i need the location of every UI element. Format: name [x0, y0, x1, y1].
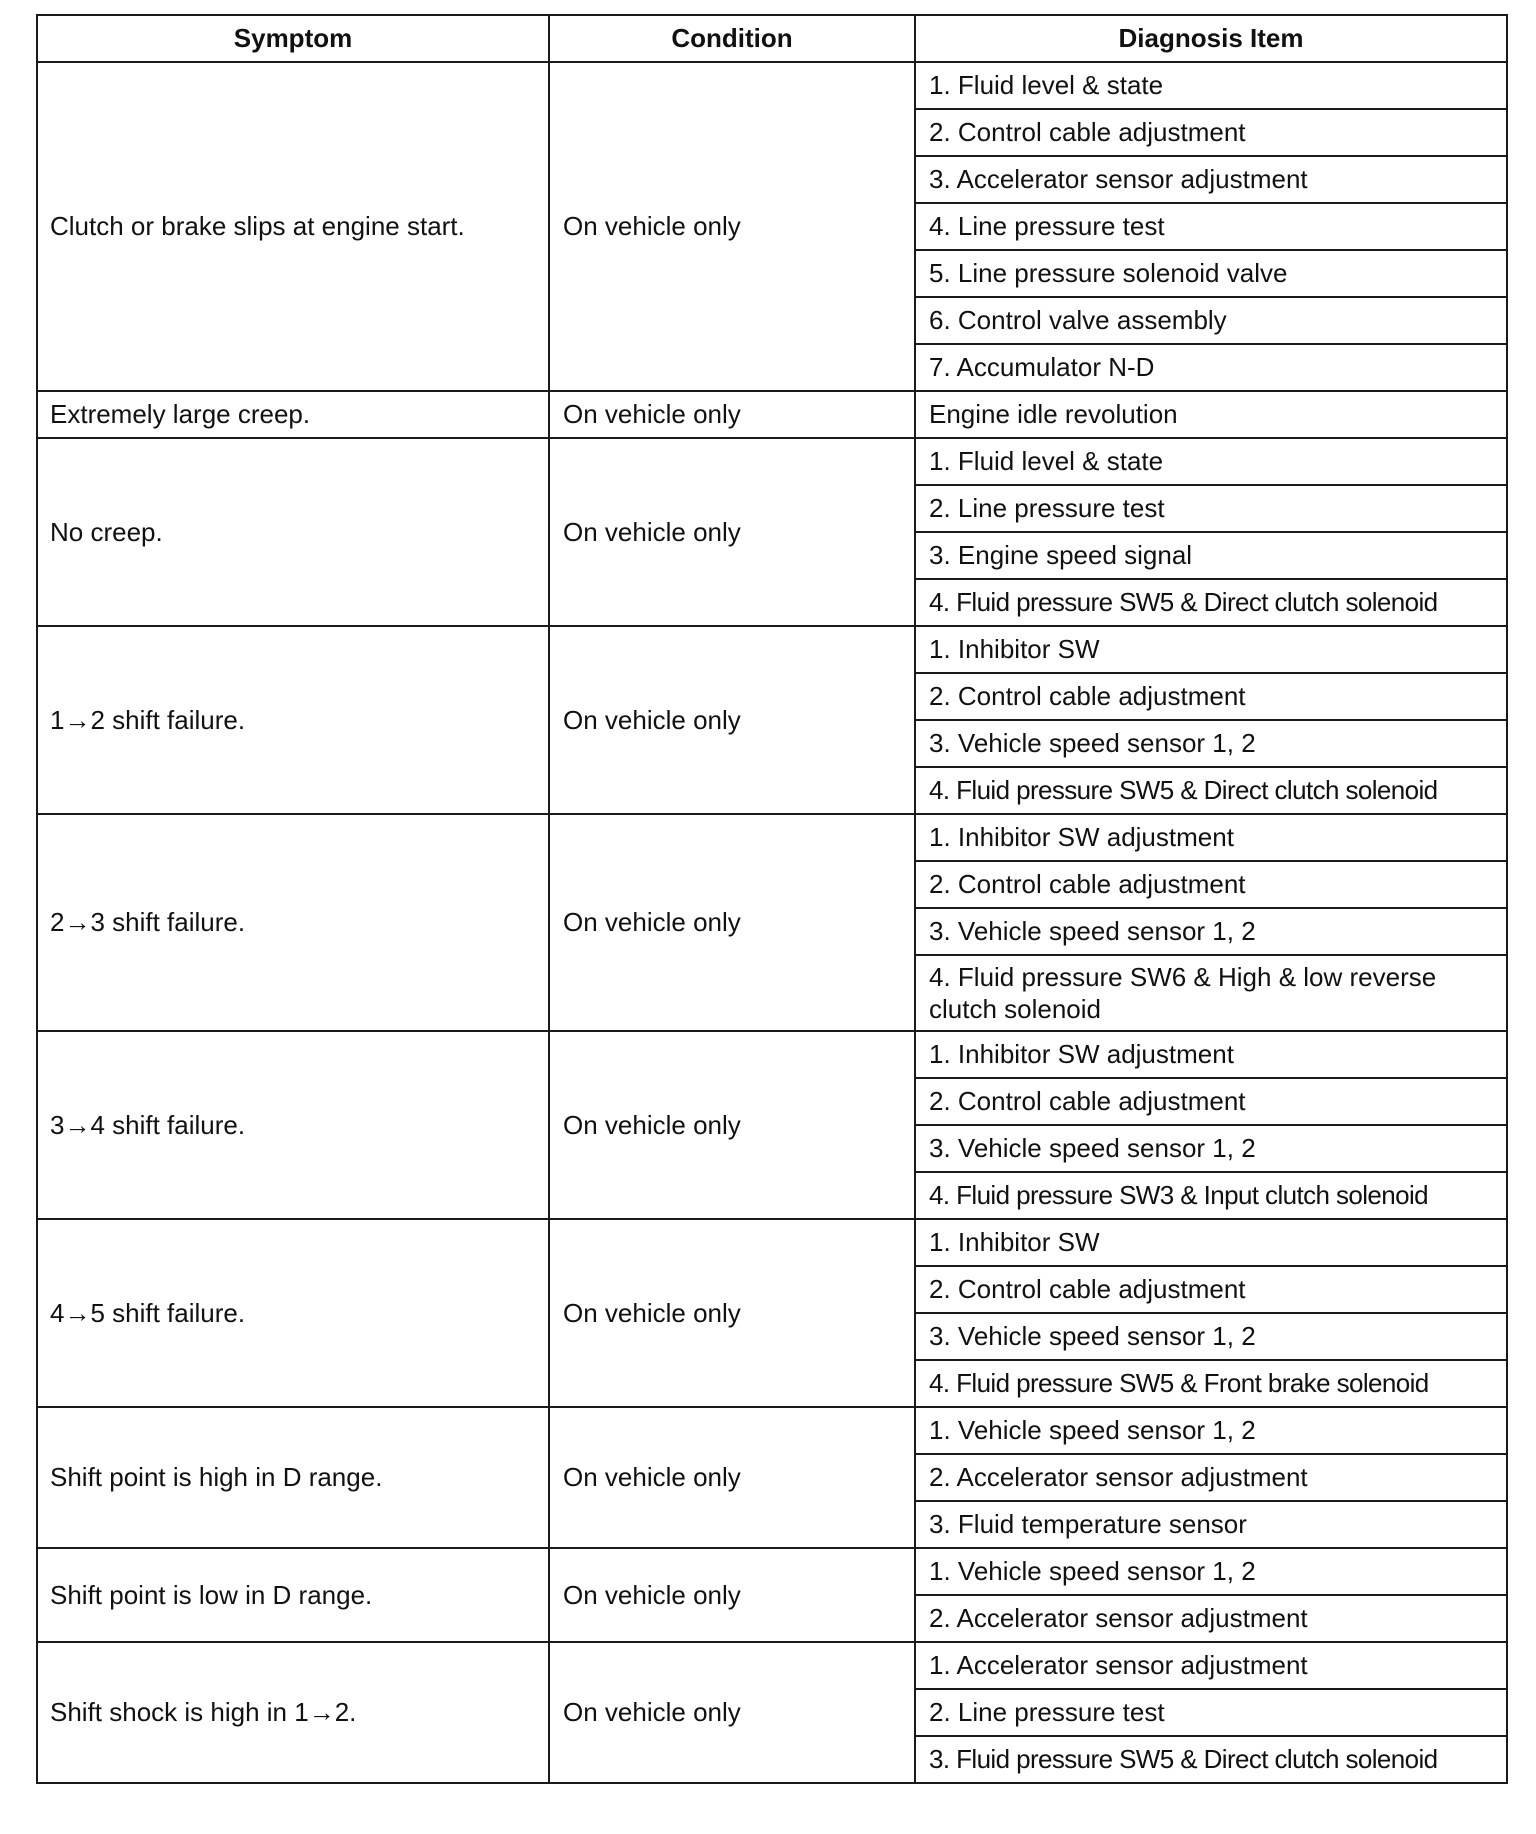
- table-body: [37, 62, 1507, 1783]
- table-row: [37, 814, 1507, 861]
- diagnosis-item-cell: 1. Vehicle speed sensor 1, 2: [915, 1548, 1507, 1595]
- diagnosis-item-cell: 7. Accumulator N-D: [915, 344, 1507, 391]
- symptom-cell: Extremely large creep.: [37, 391, 549, 438]
- table-row: [37, 62, 1507, 109]
- diagnosis-item-cell: 3. Vehicle speed sensor 1, 2: [915, 720, 1507, 767]
- table-row: [37, 1219, 1507, 1266]
- diagnosis-item-cell: 4. Fluid pressure SW5 & Front brake solenoid: [915, 1360, 1507, 1407]
- table-row: [37, 438, 1507, 485]
- diagnosis-item-cell: 2. Control cable adjustment: [915, 861, 1507, 908]
- condition-cell: On vehicle only: [549, 814, 915, 1031]
- diagnosis-item-cell: 2. Accelerator sensor adjustment: [915, 1595, 1507, 1642]
- diagnosis-item-cell: 4. Fluid pressure SW5 & Direct clutch solenoid: [915, 767, 1507, 814]
- diagnosis-item-cell: 2. Line pressure test: [915, 485, 1507, 532]
- condition-cell: On vehicle only: [549, 1031, 915, 1219]
- condition-cell: On vehicle only: [549, 1219, 915, 1407]
- diagnosis-item-cell: 1. Vehicle speed sensor 1, 2: [915, 1407, 1507, 1454]
- diagnosis-item-cell: 4. Fluid pressure SW3 & Input clutch solenoid: [915, 1172, 1507, 1219]
- diagnosis-item-cell: 1. Inhibitor SW: [915, 1219, 1507, 1266]
- condition-cell: On vehicle only: [549, 1407, 915, 1548]
- diagnosis-item-cell: 1. Fluid level & state: [915, 62, 1507, 109]
- table-row: [37, 1407, 1507, 1454]
- condition-cell: On vehicle only: [549, 391, 915, 438]
- diagnosis-item-cell: 2. Control cable adjustment: [915, 1266, 1507, 1313]
- header-row: [37, 15, 1507, 62]
- diagnosis-item-cell: 1. Inhibitor SW adjustment: [915, 1031, 1507, 1078]
- diagnosis-item-cell: 3. Engine speed signal: [915, 532, 1507, 579]
- condition-cell: On vehicle only: [549, 62, 915, 391]
- document-page: [36, 14, 1506, 1784]
- diagnosis-item-cell: 5. Line pressure solenoid valve: [915, 250, 1507, 297]
- diagnosis-item-cell: 4. Fluid pressure SW5 & Direct clutch solenoid: [915, 579, 1507, 626]
- symptom-cell: No creep.: [37, 438, 549, 626]
- symptom-cell: 1→2 shift failure.: [37, 626, 549, 814]
- header-diagnosis-item: Diagnosis Item: [915, 15, 1507, 62]
- diagnosis-item-cell: 2. Control cable adjustment: [915, 673, 1507, 720]
- diagnosis-item-cell: 3. Vehicle speed sensor 1, 2: [915, 908, 1507, 955]
- diagnosis-item-cell: 1. Inhibitor SW adjustment: [915, 814, 1507, 861]
- table-row: [37, 1548, 1507, 1595]
- diagnosis-item-cell: 3. Vehicle speed sensor 1, 2: [915, 1313, 1507, 1360]
- condition-cell: On vehicle only: [549, 1642, 915, 1783]
- symptom-cell: 4→5 shift failure.: [37, 1219, 549, 1407]
- symptom-cell: Shift shock is high in 1→2.: [37, 1642, 549, 1783]
- diagnosis-item-cell: 2. Accelerator sensor adjustment: [915, 1454, 1507, 1501]
- diagnosis-item-cell: 1. Fluid level & state: [915, 438, 1507, 485]
- condition-cell: On vehicle only: [549, 626, 915, 814]
- diagnosis-item-cell: Engine idle revolution: [915, 391, 1507, 438]
- diagnosis-item-cell: 3. Fluid temperature sensor: [915, 1501, 1507, 1548]
- symptom-cell: Shift point is low in D range.: [37, 1548, 549, 1642]
- diagnosis-item-cell: 3. Fluid pressure SW5 & Direct clutch solenoid: [915, 1736, 1507, 1783]
- symptom-cell: Clutch or brake slips at engine start.: [37, 62, 549, 391]
- diagnosis-item-cell: 3. Vehicle speed sensor 1, 2: [915, 1125, 1507, 1172]
- table-header: [37, 15, 1507, 62]
- diagnosis-item-cell: 4. Line pressure test: [915, 203, 1507, 250]
- symptom-cell: 3→4 shift failure.: [37, 1031, 549, 1219]
- symptom-cell: 2→3 shift failure.: [37, 814, 549, 1031]
- symptom-cell: Shift point is high in D range.: [37, 1407, 549, 1548]
- table-row: [37, 626, 1507, 673]
- table-row: [37, 391, 1507, 438]
- diagnosis-item-cell: 3. Accelerator sensor adjustment: [915, 156, 1507, 203]
- header-condition: Condition: [549, 15, 915, 62]
- diagnosis-item-cell: 2. Control cable adjustment: [915, 1078, 1507, 1125]
- diagnosis-item-cell: 1. Inhibitor SW: [915, 626, 1507, 673]
- diagnosis-item-cell: 4. Fluid pressure SW6 & High & low reverse clutch solenoid: [915, 955, 1507, 1031]
- diagnosis-item-cell: 2. Control cable adjustment: [915, 109, 1507, 156]
- diagnosis-item-cell: 1. Accelerator sensor adjustment: [915, 1642, 1507, 1689]
- header-symptom: Symptom: [37, 15, 549, 62]
- table-row: [37, 1642, 1507, 1689]
- diagnosis-table: [36, 14, 1508, 1784]
- condition-cell: On vehicle only: [549, 438, 915, 626]
- diagnosis-item-cell: 2. Line pressure test: [915, 1689, 1507, 1736]
- condition-cell: On vehicle only: [549, 1548, 915, 1642]
- table-row: [37, 1031, 1507, 1078]
- diagnosis-item-cell: 6. Control valve assembly: [915, 297, 1507, 344]
